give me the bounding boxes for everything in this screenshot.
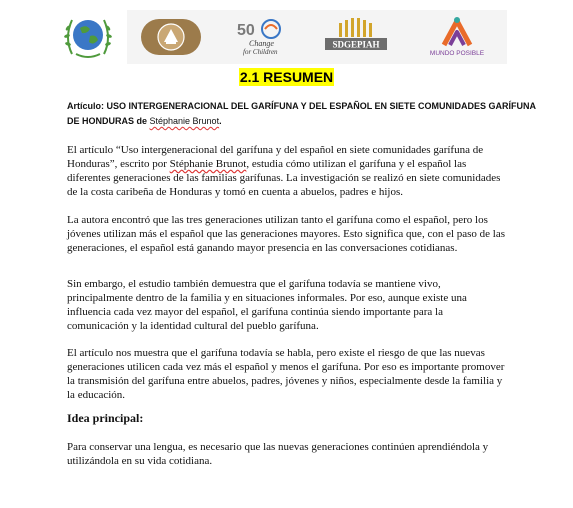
main-idea-heading: Idea principal:	[67, 411, 144, 425]
logo-strip	[127, 10, 507, 64]
paragraph-1-after: , estudia cómo utilizan el garífuna y el español las diferentes generaciones de las familias garífunas. La investigación se realizó en siete comunidades de la costa caribeña de Honduras y tomó en cuenta a abuelos, padres e hijos.	[67, 158, 501, 198]
change-line2-text: for Children	[242, 48, 278, 56]
mundo-posible-text: MUNDO POSIBLE	[429, 50, 484, 57]
article-label: Artículo: USO INTERGENERACIONAL DEL GARÍFUNA Y DEL ESPAÑOL EN SIETE COMUNIDADES GARÍFUNA DE HONDURAS de	[67, 101, 536, 126]
paragraph-1-author: Stéphanie Brunot	[169, 158, 247, 170]
paragraph-4: El artículo nos muestra que el garífuna todavía se habla, pero existe el riesgo de que las nuevas generaciones utilicen cada vez más el español y menos el garífuna. Por eso es importante promover la transmisión del garífuna entre abuelos, padres, jóvenes y niños, especialmente desde la familia y la educación.	[67, 347, 505, 401]
change-line1-text: Change	[248, 39, 274, 48]
article-author: Stéphanie Brunot	[149, 116, 220, 126]
paragraph-3: Sin embargo, el estudio también demuestra que el garífuna todavía se mantiene vivo, principalmente dentro de la familia y en situaciones informales. Por eso, aunque existe una influencia cada vez mayor del español, el garífuna continúa siendo importante para la comunicación y la identidad cultural del pueblo garífuna.	[67, 278, 467, 332]
page-title: 2.1 RESUMEN	[239, 69, 334, 85]
paragraph-2: La autora encontró que las tres generaciones utilizan tanto el garífuna como el español, pero los jóvenes utilizan más el español que las generaciones mayores. Esto significa que, con el paso de las generaciones, el español está ganando mayor presencia en las conversaciones cotidianas.	[67, 214, 506, 254]
main-idea-text: Para conservar una lengua, es necesario que las nuevas generaciones continúen aprendiéndola y utilizándola en su vida cotidiana.	[67, 441, 489, 467]
article-reference	[67, 99, 537, 129]
globe-laurel-logo	[60, 8, 116, 64]
sdgepiah-text: SDGEPIAH	[332, 39, 380, 50]
mundo-posible-logo	[420, 15, 494, 59]
government-seal-logo	[140, 17, 202, 57]
change-for-children-logo	[229, 17, 293, 57]
paragraph-1	[67, 143, 507, 199]
paragraph-1-before: El artículo “Uso intergeneracional del garífuna y del español en siete comunidades garífuna de Honduras”, escrito por	[67, 144, 484, 170]
article-end: .	[219, 116, 222, 126]
change-number-text: 50	[236, 22, 255, 39]
title-wrapper	[0, 68, 573, 87]
sdgepiah-logo	[319, 17, 393, 57]
